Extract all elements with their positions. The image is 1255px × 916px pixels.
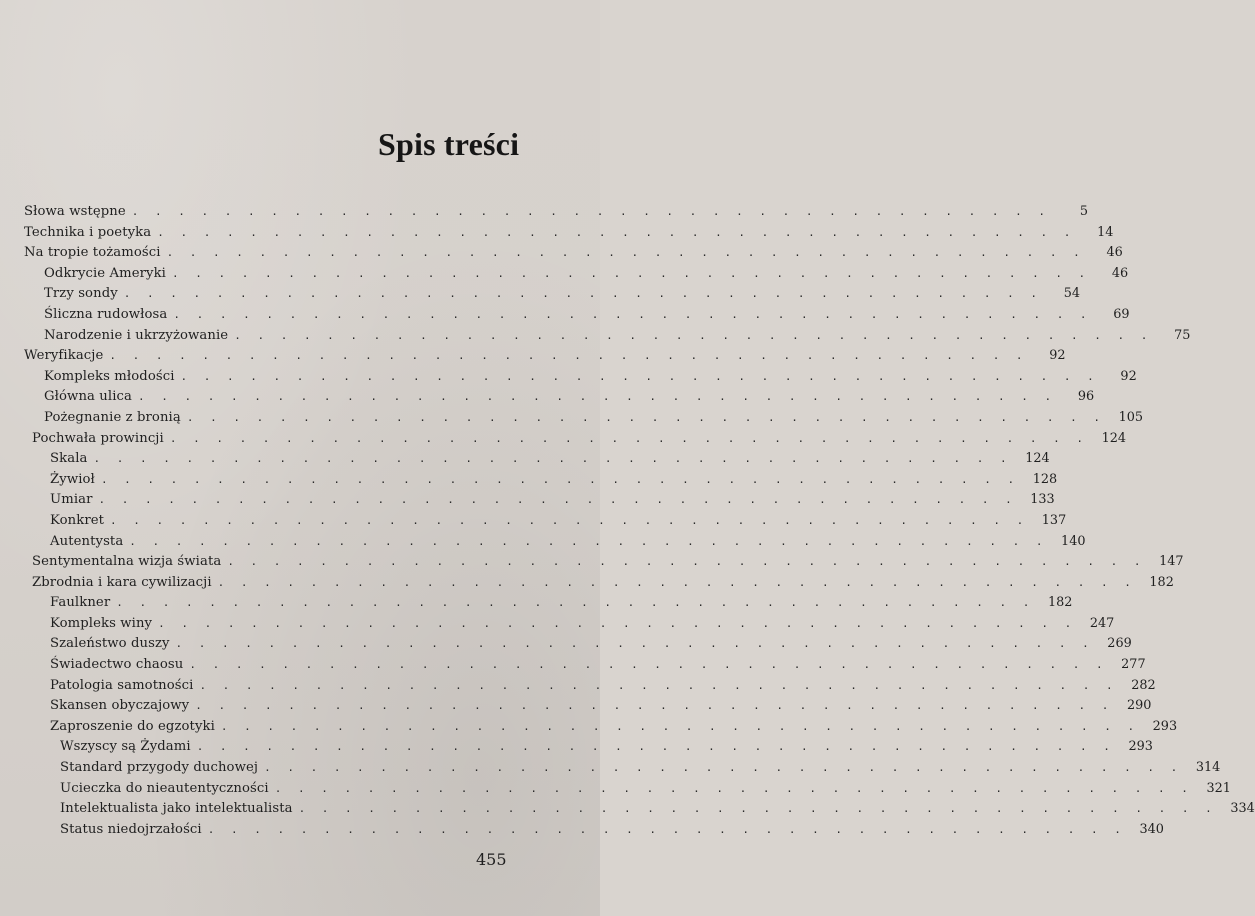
toc-entry-label: Konkret	[50, 512, 105, 528]
toc-entry	[22, 284, 1080, 305]
dot-leader: . . . . . . . . . . . . . . . . . . . . . . . . . . . . . . . . . . . . . . . .	[298, 802, 1217, 816]
dot-leader: . . . . . . . . . . . . . . . . . . . . . . . . . . . . . . . . . . . . . . . .	[195, 699, 1114, 713]
toc-entry-page: 133	[1030, 492, 1055, 508]
toc-entry-label: Szaleństwo duszy	[50, 636, 170, 652]
dot-leader: . . . . . . . . . . . . . . . . . . . . . . . . . . . . . . . . . . . . . . . .	[129, 534, 1048, 548]
dot-leader: . . . . . . . . . . . . . . . . . . . . . . . . . . . . . . . . . . . . . . . .	[274, 781, 1193, 795]
dot-leader: . . . . . . . . . . . . . . . . . . . . . . . . . . . . . . . . . . . . . . . .	[109, 349, 1028, 363]
toc-entry	[22, 326, 1191, 347]
toc-entry	[22, 387, 1095, 408]
toc-entry-label: Narodzenie i ukrzyżowanie	[44, 327, 229, 343]
toc-entry-label: Zaproszenie do egzotyki	[50, 718, 215, 734]
toc-entry-label: Status niedojrzałości	[60, 821, 202, 837]
table-of-contents	[22, 202, 1255, 840]
dot-leader: . . . . . . . . . . . . . . . . . . . . . . . . . . . . . . . . . . . . . . . .	[264, 761, 1183, 775]
toc-entry-label: Żywioł	[50, 471, 95, 487]
toc-entry-label: Autentysta	[50, 533, 124, 549]
toc-entry-label: Zbrodnia i kara cywilizacji	[32, 574, 212, 590]
toc-entry-page: 5	[1079, 204, 1088, 219]
dot-leader: . . . . . . . . . . . . . . . . . . . . . . . . . . . . . . . . . . . . . . . .	[234, 328, 1153, 342]
toc-entry-page: 75	[1174, 327, 1191, 343]
toc-entry	[22, 779, 1231, 800]
toc-entry	[22, 511, 1067, 532]
dot-leader: . . . . . . . . . . . . . . . . . . . . . . . . . . . . . . . . . . . . . . . .	[196, 740, 1115, 754]
dot-leader: . . . . . . . . . . . . . . . . . . . . . . . . . . . . . . . . . . . . . . . .	[158, 616, 1077, 630]
toc-entry-page: 14	[1097, 224, 1114, 240]
toc-entry-label: Technika i poetyka	[24, 224, 152, 240]
toc-entry	[22, 202, 1088, 223]
toc-entry-page: 321	[1206, 780, 1231, 796]
toc-entry	[22, 552, 1184, 573]
dot-leader: . . . . . . . . . . . . . . . . . . . . . . . . . . . . . . . . . . . . . . . .	[175, 637, 1094, 651]
toc-entry-page: 147	[1159, 554, 1184, 570]
toc-entry-page: 96	[1077, 389, 1095, 405]
dot-leader: . . . . . . . . . . . . . . . . . . . . . . . . . . . . . . . . . . . . . . . .	[189, 658, 1108, 672]
dot-leader: . . . . . . . . . . . . . . . . . . . . . . . . . . . . . . . . . . . . . . . .	[169, 431, 1089, 445]
toc-entry	[22, 367, 1137, 388]
page-title: Spis treści	[378, 126, 520, 162]
toc-entry-label: Główna ulica	[44, 389, 132, 405]
toc-entry-page: 293	[1128, 739, 1153, 755]
toc-entry	[22, 449, 1050, 470]
dot-leader: . . . . . . . . . . . . . . . . . . . . . . . . . . . . . . . . . . . . . . . .	[123, 287, 1042, 301]
toc-entry-label: Trzy sondy	[44, 286, 118, 302]
toc-entry-page: 124	[1025, 451, 1050, 467]
toc-entry	[22, 737, 1153, 758]
page-number: 455	[476, 850, 507, 869]
dot-leader: . . . . . . . . . . . . . . . . . . . . . . . . . . . . . . . . . . . . . . . .	[131, 205, 1050, 218]
toc-entry	[22, 264, 1129, 285]
toc-entry-page: 340	[1139, 821, 1164, 837]
toc-entry-label: Wszyscy są Żydami	[60, 739, 191, 755]
toc-entry	[22, 820, 1164, 841]
dot-leader: . . . . . . . . . . . . . . . . . . . . . . . . . . . . . . . . . . . . . . . .	[227, 555, 1146, 569]
dot-leader: . . . . . . . . . . . . . . . . . . . . . . . . . . . . . . . . . . . . . . . .	[157, 225, 1076, 239]
toc-entry-page: 247	[1089, 615, 1115, 631]
toc-entry	[22, 305, 1130, 326]
toc-entry-label: Sentymentalna wizja świata	[32, 554, 222, 570]
toc-entry-page: 137	[1041, 512, 1067, 528]
toc-entry-label: Patologia samotności	[50, 677, 194, 693]
toc-entry-page: 293	[1152, 718, 1178, 734]
toc-entry	[22, 408, 1144, 429]
dot-leader: . . . . . . . . . . . . . . . . . . . . . . . . . . . . . . . . . . . . . . . .	[110, 513, 1029, 527]
dot-leader: . . . . . . . . . . . . . . . . . . . . . . . . . . . . . . . . . . . . . . . .	[172, 266, 1091, 280]
dot-leader: . . . . . . . . . . . . . . . . . . . . . . . . . . . . . . . . . . . . . . . .	[199, 678, 1118, 692]
toc-entry-label: Śliczna rudowłosa	[44, 306, 168, 322]
dot-leader: . . . . . . . . . . . . . . . . . . . . . . . . . . . . . . . . . . . . . . . .	[137, 390, 1057, 404]
toc-entry-page: 92	[1049, 348, 1066, 364]
toc-entry-label: Intelektualista jako intelektualista	[60, 801, 293, 817]
dot-leader: . . . . . . . . . . . . . . . . . . . . . . . . . . . . . . . . . . . . . . . .	[98, 493, 1017, 507]
toc-entry-page: 46	[1106, 245, 1123, 261]
toc-entry-label: Ucieczka do nieautentyczności	[60, 780, 269, 796]
toc-entry	[22, 573, 1174, 594]
dot-leader: . . . . . . . . . . . . . . . . . . . . . . . . . . . . . . . . . . . . . . . .	[173, 307, 1092, 321]
toc-entry	[22, 223, 1114, 244]
toc-entry-page: 269	[1107, 636, 1132, 652]
toc-entry	[22, 758, 1221, 779]
toc-entry-label: Na tropie tożamości	[24, 245, 161, 261]
dot-leader: . . . . . . . . . . . . . . . . . . . . . . . . . . . . . . . . . . . . . . . .	[180, 369, 1099, 383]
toc-entry-page: 92	[1120, 368, 1137, 384]
toc-entry	[22, 532, 1086, 553]
toc-entry-label: Faulkner	[50, 595, 111, 611]
toc-entry-page: 105	[1118, 409, 1144, 425]
toc-entry-page: 334	[1230, 801, 1255, 817]
toc-entry	[22, 490, 1055, 511]
toc-entry	[22, 614, 1115, 635]
toc-entry-label: Skansen obyczajowy	[50, 698, 190, 714]
toc-entry	[22, 429, 1127, 450]
toc-entry-page: 140	[1061, 533, 1086, 549]
toc-entry-page: 182	[1149, 574, 1174, 590]
dot-leader: . . . . . . . . . . . . . . . . . . . . . . . . . . . . . . . . . . . . . . . .	[93, 452, 1012, 466]
toc-entry-page: 282	[1131, 677, 1156, 693]
toc-entry-page: 124	[1101, 430, 1127, 446]
toc-entry-label: Świadectwo chaosu	[50, 657, 184, 673]
toc-entry-label: Pochwała prowincji	[32, 430, 164, 446]
toc-entry-page: 277	[1121, 657, 1146, 673]
toc-entry	[22, 696, 1152, 717]
toc-entry-label: Umiar	[50, 492, 93, 508]
toc-entry	[22, 799, 1255, 820]
toc-entry	[22, 717, 1178, 738]
toc-entry-label: Standard przygody duchowej	[60, 760, 259, 776]
toc-entry	[22, 593, 1073, 614]
toc-entry-page: 46	[1111, 265, 1129, 281]
toc-entry-label: Słowa wstępne	[24, 204, 126, 219]
toc-entry-page: 314	[1195, 760, 1221, 776]
toc-entry-label: Skala	[50, 451, 88, 467]
toc-entry	[22, 655, 1146, 676]
dot-leader: . . . . . . . . . . . . . . . . . . . . . . . . . . . . . . . . . . . . . . . .	[100, 472, 1020, 486]
toc-entry-page: 54	[1063, 286, 1080, 302]
toc-entry-page: 69	[1113, 306, 1130, 322]
toc-entry-label: Pożegnanie z bronią	[44, 409, 181, 425]
toc-entry-label: Weryfikacje	[24, 348, 104, 364]
dot-leader: . . . . . . . . . . . . . . . . . . . . . . . . . . . . . . . . . . . . . . . .	[116, 596, 1035, 610]
toc-entry	[22, 470, 1058, 491]
toc-entry-label: Kompleks młodości	[44, 368, 175, 384]
toc-entry-page: 128	[1032, 471, 1058, 487]
dot-leader: . . . . . . . . . . . . . . . . . . . . . . . . . . . . . . . . . . . . . . . .	[186, 410, 1106, 424]
dot-leader: . . . . . . . . . . . . . . . . . . . . . . . . . . . . . . . . . . . . . . . .	[166, 246, 1085, 260]
toc-entry-page: 182	[1047, 595, 1073, 611]
dot-leader: . . . . . . . . . . . . . . . . . . . . . . . . . . . . . . . . . . . . . . . .	[220, 719, 1140, 733]
dot-leader: . . . . . . . . . . . . . . . . . . . . . . . . . . . . . . . . . . . . . . . .	[207, 822, 1126, 836]
toc-entry	[22, 676, 1156, 697]
toc-entry-page: 290	[1126, 698, 1152, 714]
toc-entry-label: Kompleks winy	[50, 615, 153, 631]
dot-leader: . . . . . . . . . . . . . . . . . . . . . . . . . . . . . . . . . . . . . . . .	[217, 575, 1136, 589]
toc-entry	[22, 346, 1066, 367]
toc-entry-label: Odkrycie Ameryki	[44, 265, 166, 281]
toc-entry	[22, 243, 1123, 264]
toc-entry	[22, 634, 1132, 655]
